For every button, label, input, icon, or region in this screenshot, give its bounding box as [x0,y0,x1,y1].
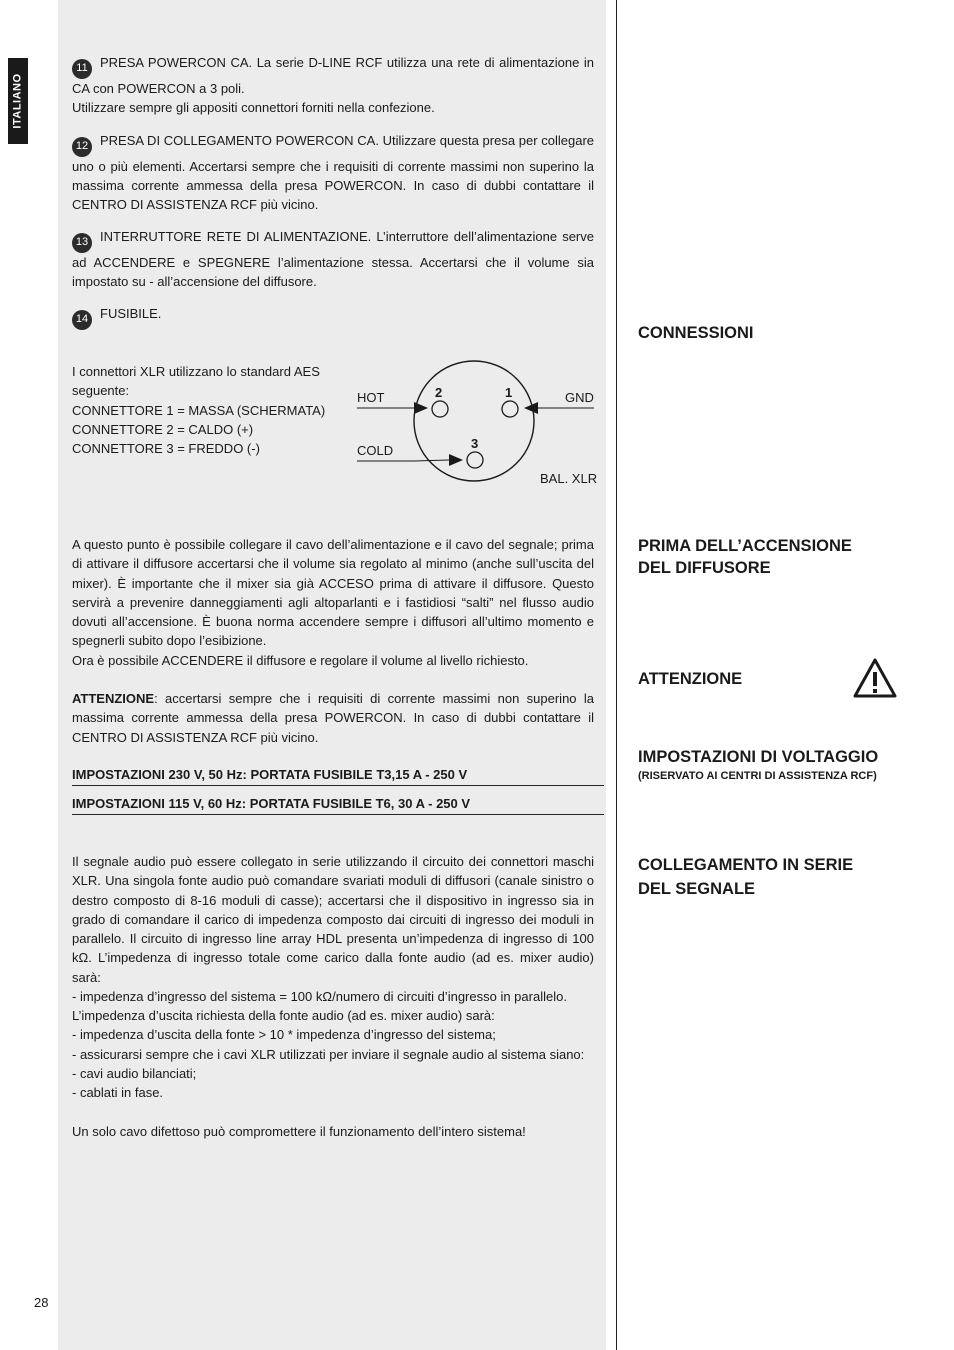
page-number: 28 [34,1295,49,1310]
series-closing: Un solo cavo difettoso può compromettere il funzionamento dell’intero sistema! [72,1124,526,1139]
item-number-badge: 12 [72,137,92,157]
pin-3-contact [467,452,483,468]
heading-voltage-subtitle: (RISERVATO AI CENTRI DI ASSISTENZA RCF) [638,770,877,782]
warning-triangle-icon [852,657,898,699]
cold-line [357,460,449,461]
gnd-label: GND [565,390,594,405]
cold-arrow-icon [449,454,463,466]
xlr-connector-diagram [352,352,602,492]
item-14 [72,304,594,330]
item-text: PRESA POWERCON CA. La serie D-LINE RCF utilizza una rete di alimentazione in CA con POWERCON a 3 poli. [72,55,594,96]
heading-before-power: PRIMA DELL’ACCENSIONE DEL DIFFUSORE [638,537,852,577]
item-text: FUSIBILE. [100,306,162,321]
before-power-text: A questo punto è possibile collegare il cavo dell’alimentazione e il cavo del segnale; prima di attivare il diffusore accertarsi che il volume sia regolato al minimo (anche sull’uscita del mixer). È importante che il mixer sia già ACCESO prima di attivare il diffusore. Questo servirà a prevenire danneggiamenti agli altoparlanti e i fastidiosi “salti” nel flusso audio dovuti all’accensione. È buona norma accendere sempre i diffusori all’ultimo momento e spegnerli subito dopo l’esibizione. Ora è possibile ACCENDERE il diffusore e regolare il volume al livello richiesto. [72,537,594,668]
hot-label: HOT [357,390,385,405]
item-13 [72,227,594,291]
diagram-caption: BAL. XLR [540,471,598,486]
item-12 [72,131,594,215]
item-text: Utilizzare sempre gli appositi connettori forniti nella confezione. [72,99,435,115]
series-requirements: L’impedenza d’uscita richiesta della fonte audio (ad es. mixer audio) sarà: - impedenza d’uscita della fonte > 10 * impedenza d’ingresso del sistema; - assicurarsi sempre che i cavi XLR utilizzati per inviare il segnale audio al sistema siano: - cavi audio bilanciati; - cablati in fase. [72,1008,585,1101]
item-text: INTERRUTTORE RETE DI ALIMENTAZIONE. L’interruttore dell’alimentazione serve ad ACCENDERE e SPEGNERE l’alimentazione stessa. Accertarsi che il volume sia impostato su - all’accensione del diffusore. [72,229,594,289]
heading-attention: ATTENZIONE [638,670,743,688]
heading-connections: CONNESSIONI [638,324,754,342]
cold-label: COLD [357,443,394,458]
pin-1-label: 1 [505,385,513,400]
attention-label: ATTENZIONE [72,691,155,706]
xlr-body-outline [414,361,534,481]
pin-3-label: 3 [471,436,479,451]
heading-voltage: IMPOSTAZIONI DI VOLTAGGIO (RISERVATO AI CENTRI DI ASSISTENZA RCF) [638,748,879,782]
language-label: ITALIANO [12,73,24,129]
pin-2-label: 2 [435,385,443,400]
item-number-badge: 11 [72,59,92,79]
pin-2-contact [432,401,448,417]
heading-series: COLLEGAMENTO IN SERIE DEL SEGNALE [638,856,854,898]
pin-1-contact [502,401,518,417]
item-text: PRESA DI COLLEGAMENTO POWERCON CA. Utilizzare questa presa per collegare uno o più elementi. Accertarsi sempre che i requisiti di corrente massimi non superino la massima corrente ammessa della presa POWERCON. In caso di dubbi contattare il CENTRO DI ASSISTENZA RCF più vicino. [72,133,594,213]
item-number-badge: 14 [72,310,92,330]
connections-text: I connettori XLR utilizzano lo standard AES seguente: CONNETTORE 1 = MASSA (SCHERMATA) CONNETTORE 2 = CALDO (+) CONNETTORE 3 = FREDDO (-) [72,364,326,457]
voltage-setting-115: IMPOSTAZIONI 115 V, 60 Hz: PORTATA FUSIBILE T6, 30 A - 250 V [72,796,604,815]
item-11 [72,53,594,117]
voltage-setting-230: IMPOSTAZIONI 230 V, 50 Hz: PORTATA FUSIBILE T3,15 A - 250 V [72,767,604,786]
attention-text: ATTENZIONE: accertarsi sempre che i requisiti di corrente massimi non superino la massima corrente ammessa della presa POWERCON. In caso di dubbi contattare il CENTRO DI ASSISTENZA RCF più vicino. [72,691,594,745]
language-tab [8,58,28,144]
item-number-badge: 13 [72,233,92,253]
hot-arrow-icon [414,402,428,414]
column-divider [616,0,617,1350]
series-text: Il segnale audio può essere collegato in serie utilizzando il circuito dei connettori maschi XLR. Una singola fonte audio può comandare svariati moduli di diffusori (canale sinistro o destro composto di 8-16 moduli di casse); accertarsi che il dispositivo in ingresso sia in grado di comandare il carico di impedenza composto dai circuiti di ingresso dei moduli in parallelo. Il circuito di ingresso line array HDL presenta un’impedenza di ingresso di 100 kΩ. L’impedenza di ingresso totale come carico dalla fonte audio (ad es. mixer audio) sarà: - impedenza d’ingresso del sistema = 100 kΩ/numero di circuiti d’ingresso in parallelo. [72,854,594,1005]
